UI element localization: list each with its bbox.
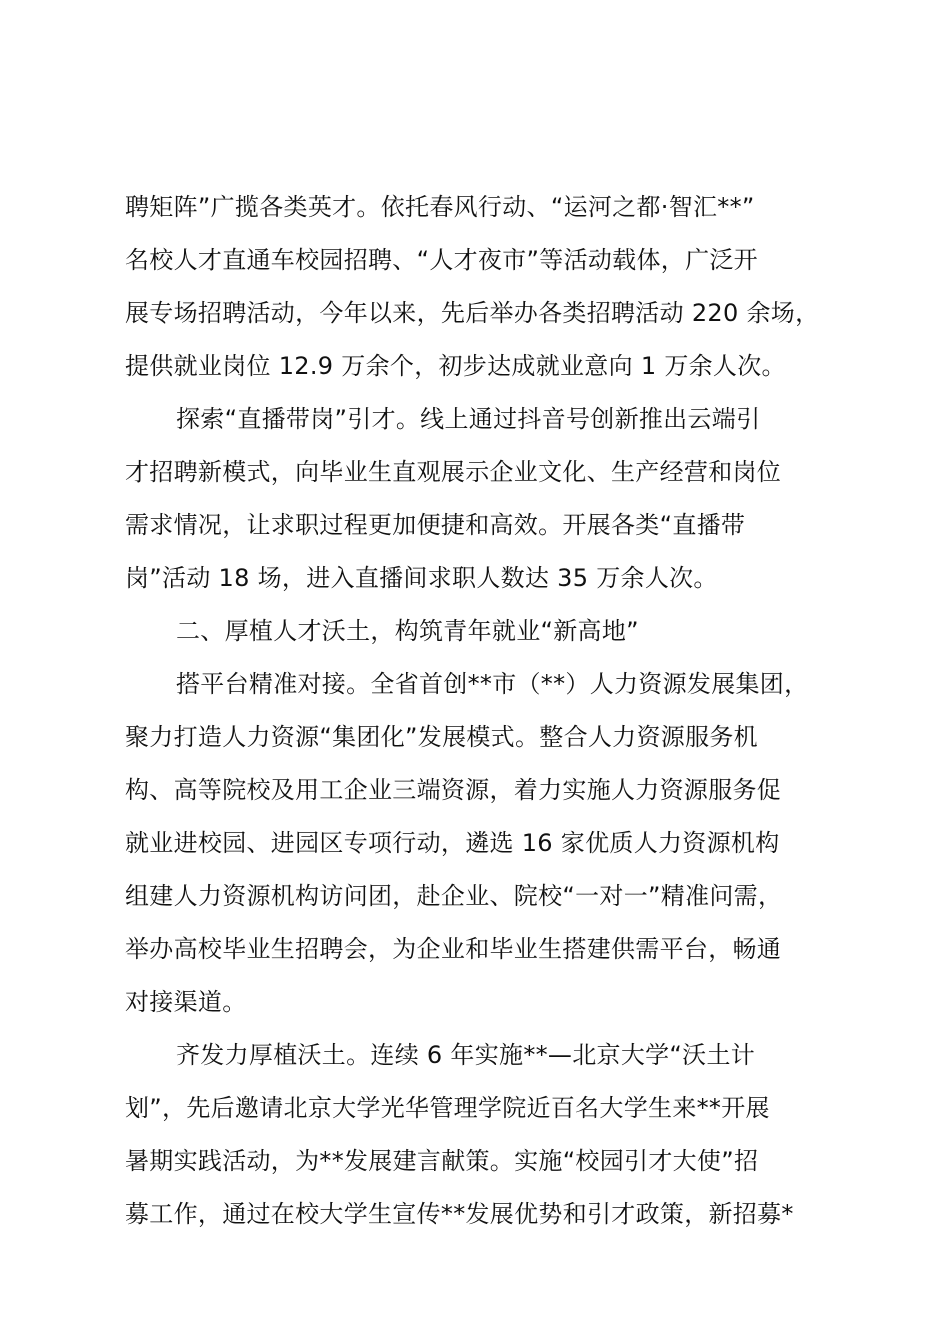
document-body: [125, 181, 860, 1241]
text-line: 聘矩阵”广揽各类英才。依托春风行动、“运河之都·智汇**”: [125, 193, 755, 221]
text-line: 提供就业岗位 12.9 万余个，初步达成就业意向 1 万余人次。: [125, 352, 786, 380]
text-line: 就业进校园、进园区专项行动，遴选 16 家优质人力资源机构: [125, 829, 780, 857]
text-line: 划”，先后邀请北京大学光华管理学院近百名大学生来**开展: [125, 1094, 770, 1122]
text-line: 募工作，通过在校大学生宣传**发展优势和引才政策，新招募*: [125, 1200, 794, 1228]
text-line: 聚力打造人力资源“集团化”发展模式。整合人力资源服务机: [125, 723, 758, 751]
text-line: 组建人力资源机构访问团，赴企业、院校“一对一”精准问需，: [125, 882, 783, 910]
text-line: 名校人才直通车校园招聘、“人才夜市”等活动载体，广泛开: [125, 246, 758, 274]
text-line: 岗”活动 18 场，进入直播间求职人数达 35 万余人次。: [125, 564, 718, 592]
text-line: 展专场招聘活动，今年以来，先后举办各类招聘活动 220 余场，: [125, 299, 820, 327]
text-line: 举办高校毕业生招聘会，为企业和毕业生搭建供需平台，畅通: [125, 935, 782, 963]
paragraph-first-line: 搭平台精准对接。全省首创**市（**）人力资源发展集团，: [176, 670, 809, 698]
paragraph-first-line: 探索“直播带岗”引才。线上通过抖音号创新推出云端引: [176, 405, 761, 433]
text-line: 才招聘新模式，向毕业生直观展示企业文化、生产经营和岗位: [125, 458, 782, 486]
text-line: 暑期实践活动，为**发展建言献策。实施“校园引才大使”招: [125, 1147, 759, 1175]
text-line: 需求情况，让求职过程更加便捷和高效。开展各类“直播带: [125, 511, 746, 539]
text-line: 对接渠道。: [125, 988, 247, 1016]
paragraph-first-line: 齐发力厚植沃土。连续 6 年实施**—北京大学“沃土计: [176, 1041, 756, 1069]
text-line: 构、高等院校及用工企业三端资源，着力实施人力资源服务促: [125, 776, 782, 804]
section-heading: 二、厚植人才沃土，构筑青年就业“新高地”: [176, 617, 639, 645]
